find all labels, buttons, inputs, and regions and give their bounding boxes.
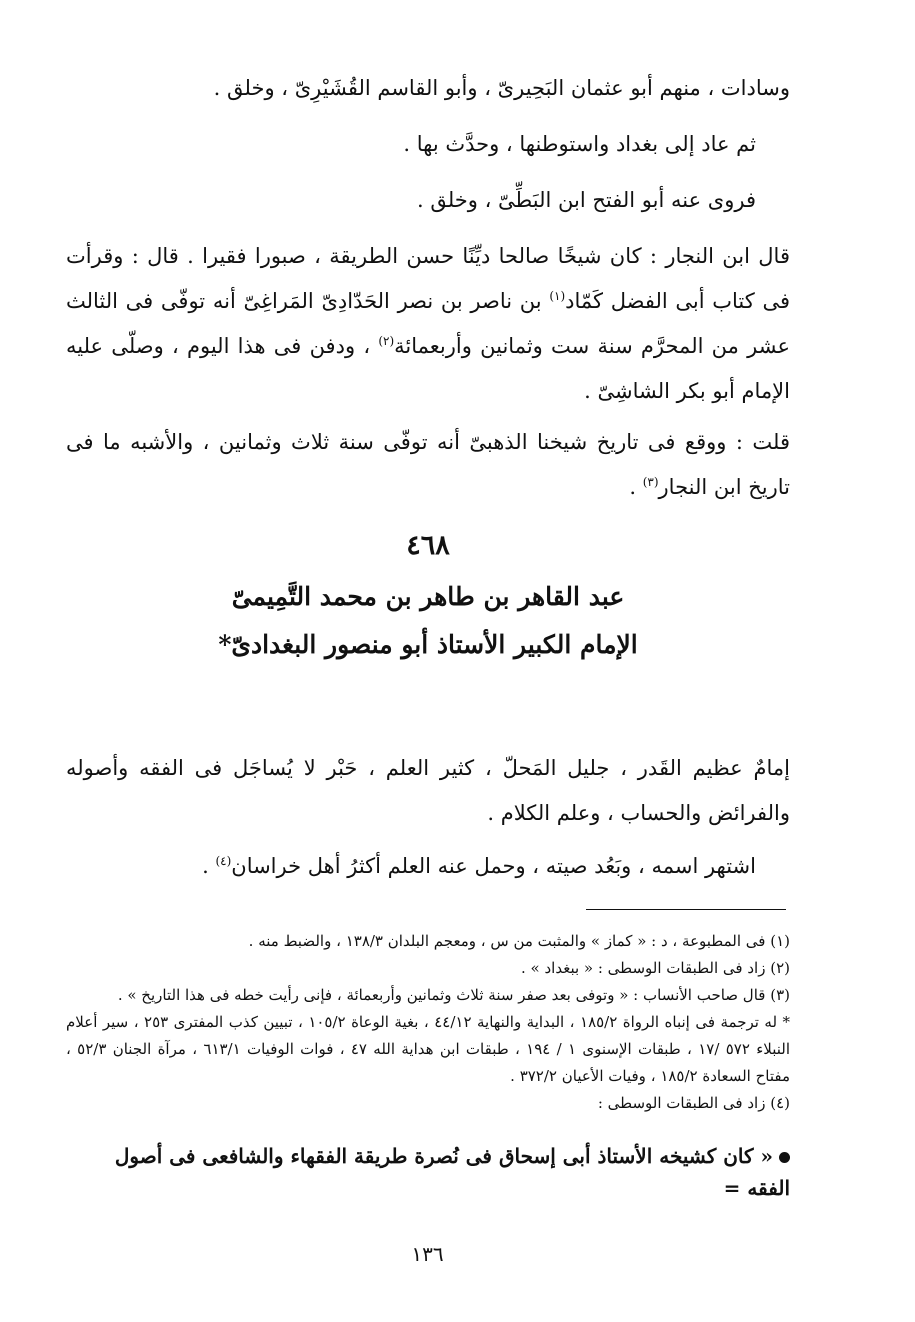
footnote-2: (٢) زاد فى الطبقات الوسطى : « ببغداد » . bbox=[521, 959, 790, 977]
paragraph-5-text-b: . bbox=[629, 475, 643, 499]
paragraph-4 bbox=[66, 234, 790, 414]
footnote-ref-3[interactable]: (٣) bbox=[642, 475, 659, 489]
footnote-3: (٣) قال صاحب الأنساب : « وتوفى بعد صفر سنة ثلاث وثمانين وأربعمائة ، فإنى رأيت خطه فى هذا التاريخ » . bbox=[117, 986, 790, 1004]
footnote-ref-1[interactable]: (١) bbox=[549, 289, 566, 303]
footnote-4-quote bbox=[80, 1140, 790, 1204]
footnote-1: (١) فى المطبوعة ، د : « كماز » والمثبت من س ، ومعجم البلدان ١٣٨/٣ ، والضبط منه . bbox=[248, 932, 790, 950]
footnote-4-quote-text: « كان كشيخه الأستاذ أبى إسحاق فى نُصرة طريقة الفقهاء والشافعى فى أصول الفقه = bbox=[114, 1144, 790, 1200]
footnote-4: (٤) زاد فى الطبقات الوسطى : bbox=[597, 1094, 790, 1112]
paragraph-2 bbox=[118, 122, 790, 167]
paragraph-7-text-a: اشتهر اسمه ، وبَعُد صيته ، وحمل عنه العلم أكثرُ أهل خراسان bbox=[231, 854, 756, 878]
entry-name: عبد القاهر بن طاهر بن محمد التَّمِيمىّ bbox=[231, 582, 625, 611]
paragraph-6-text: إمامٌ عظيم القَدر ، جليل المَحلّ ، كثير العلم ، حَبْر لا يُساجَل فى الفقه وأصوله والفرائض والحساب ، وعلم الكلام . bbox=[66, 756, 790, 825]
paragraph-3 bbox=[118, 178, 790, 223]
paragraph-1-text: وسادات ، منهم أبو عثمان البَحِيرىّ ، وأبو القاسم القُشَيْرِىّ ، وخلق . bbox=[213, 76, 790, 100]
page-number: ١٣٦ bbox=[411, 1242, 444, 1266]
paragraph-5 bbox=[66, 420, 790, 510]
footnote-star: * له ترجمة فى إنباه الرواة ١٨٥/٢ ، البداية والنهاية ٤٤/١٢ ، بغية الوعاة ١٠٥/٢ ، تبيين كذب المفترى ٢٥٣ ، سير أعلام النبلاء ٥٧٢ /١٧ ، طبقات الإسنوى ١ / ١٩٤ ، طبقات ابن هداية الله ٤٧ ، فوات الوفيات ٦١٣/١ ، مرآة الجنان ٥٢/٣ ، مفتاح السعادة ١٨٥/٢ ، وفيات الأعيان ٣٧٢/٢ . bbox=[66, 1013, 791, 1085]
paragraph-7-text-b: . bbox=[202, 854, 216, 878]
paragraph-6 bbox=[66, 746, 790, 836]
footnote-ref-2[interactable]: (٢) bbox=[378, 334, 395, 348]
paragraph-4-text-a: قال ابن النجار : كان شيخًا صالحا ديِّنًا حسن الطريقة ، صبورا فقيرا . قال : وقرأت فى كتاب أبى الفضل كَمّاد bbox=[66, 244, 790, 313]
paragraph-2-text: ثم عاد إلى بغداد واستوطنها ، وحدَّث بها . bbox=[403, 132, 756, 156]
entry-subtitle: الإمام الكبير الأستاذ أبو منصور البغدادىّ* bbox=[218, 630, 638, 659]
bullet-icon bbox=[779, 1152, 790, 1163]
paragraph-5-text-a: قلت : ووقع فى تاريخ شيخنا الذهبىّ أنه توفّى سنة ثلاث وثمانين ، والأشبه ما فى تاريخ ابن النجار bbox=[66, 430, 790, 499]
paragraph-4-text-c: ، ودفن فى هذا اليوم ، وصلّى عليه الإمام أبو بكر الشاشِىّ . bbox=[66, 334, 790, 403]
footnote-separator bbox=[586, 909, 786, 910]
paragraph-3-text: فروى عنه أبو الفتح ابن البَطِّىّ ، وخلق . bbox=[416, 188, 756, 212]
entry-number: ٤٦٨ bbox=[406, 530, 450, 561]
paragraph-4-text-b: بن ناصر بن نصر الحَدّادِىّ المَراغِىّ أنه توفّى فى الثالث عشر من المحرَّم سنة ست وثمانين وأربعمائة bbox=[66, 289, 790, 358]
footnotes bbox=[66, 928, 790, 1117]
footnote-ref-4[interactable]: (٤) bbox=[215, 854, 232, 868]
paragraph-7 bbox=[66, 844, 790, 889]
paragraph-1 bbox=[118, 66, 790, 111]
